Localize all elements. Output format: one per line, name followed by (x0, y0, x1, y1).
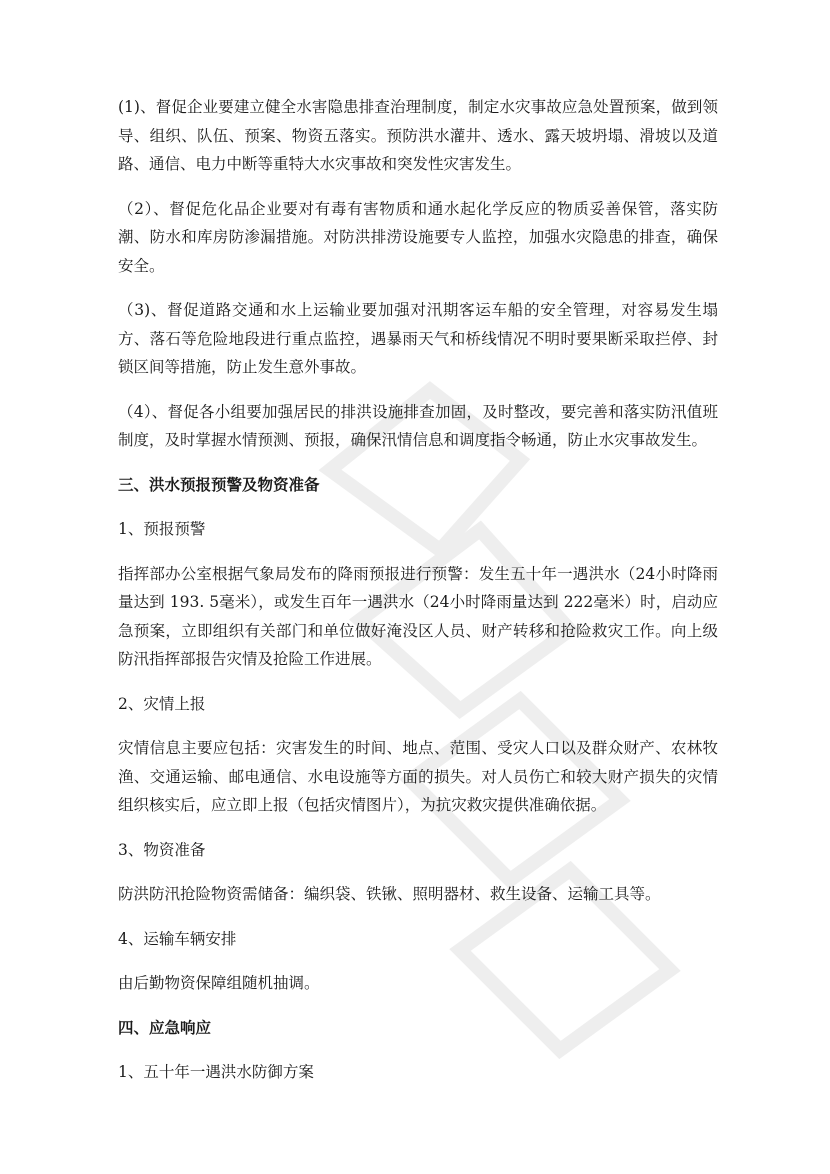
paragraph: （3)、督促道路交通和水上运输业要加强对汛期客运车船的安全管理，对容易发生塌方、落石等危险地段进行重点监控，遇暴雨天气和桥线情况不明时要果断采取拦停、封锁区间等措施，防止发生意外事故。 (118, 301, 718, 376)
paragraph: （2）、督促危化品企业要对有毒有害物质和通水起化学反应的物质妥善保管，落实防潮、防水和库房防渗漏措施。对防洪排涝设施要专人监控，加强水灾隐患的排查，确保安全。 (118, 199, 718, 275)
paragraph: 防洪防汛抢险物资需储备：编织袋、铁锹、照明器材、救生设备、运输工具等。 (118, 885, 661, 903)
subsection-title: 1、预报预警 (118, 520, 206, 538)
paragraph: 灾情信息主要应包括：灾害发生的时间、地点、范围、受灾人口以及群众财产、农林牧渔、交通运输、邮电通信、水电设施等方面的损失。对人员伤亡和较大财产损失的灾情组织核实后，应立即上报（包括灾情图片），为抗灾救灾提供准确依据。 (118, 739, 718, 814)
section-heading: 四、应急响应 (118, 1018, 212, 1037)
paragraph: （4）、督促各小组要加强居民的排洪设施排查加固，及时整改，要完善和落实防汛值班制度，及时掌握水情预测、预报，确保汛情信息和调度指令畅通，防止水灾事故发生。 (118, 402, 718, 449)
section-heading: 三、洪水预报预警及物资准备 (118, 475, 320, 494)
subsection-title: 2、灾情上报 (118, 694, 206, 713)
subsection-title: 3、物资准备 (118, 840, 206, 859)
subsection-title: 4、运输车辆安排 (118, 929, 237, 948)
document-body (118, 93, 718, 1103)
paragraph: 由后勤物资保障组随机抽调。 (118, 974, 320, 992)
paragraph: (1)、督促企业要建立健全水害隐患排查治理制度，制定水灾事故应急处置预案，做到领导、组织、队伍、预案、物资五落实。预防洪水灌井、透水、露天坡坍塌、滑坡以及道路、通信、电力中断等重特大水灾事故和突发性灾害发生。 (118, 98, 718, 173)
subsection-title: 1、五十年一遇洪水防御方案 (118, 1063, 314, 1081)
paragraph: 指挥部办公室根据气象局发布的降雨预报进行预警：发生五十年一遇洪水（24小时降雨量达到 193. 5毫米），或发生百年一遇洪水（24小时降雨量达到 222毫米）时，启动应急预案，立即组织有关部门和单位做好淹没区人员、财产转移和抢险救灾工作。向上级防汛指挥部报告灾情及抢险工作进展。 (118, 564, 718, 668)
